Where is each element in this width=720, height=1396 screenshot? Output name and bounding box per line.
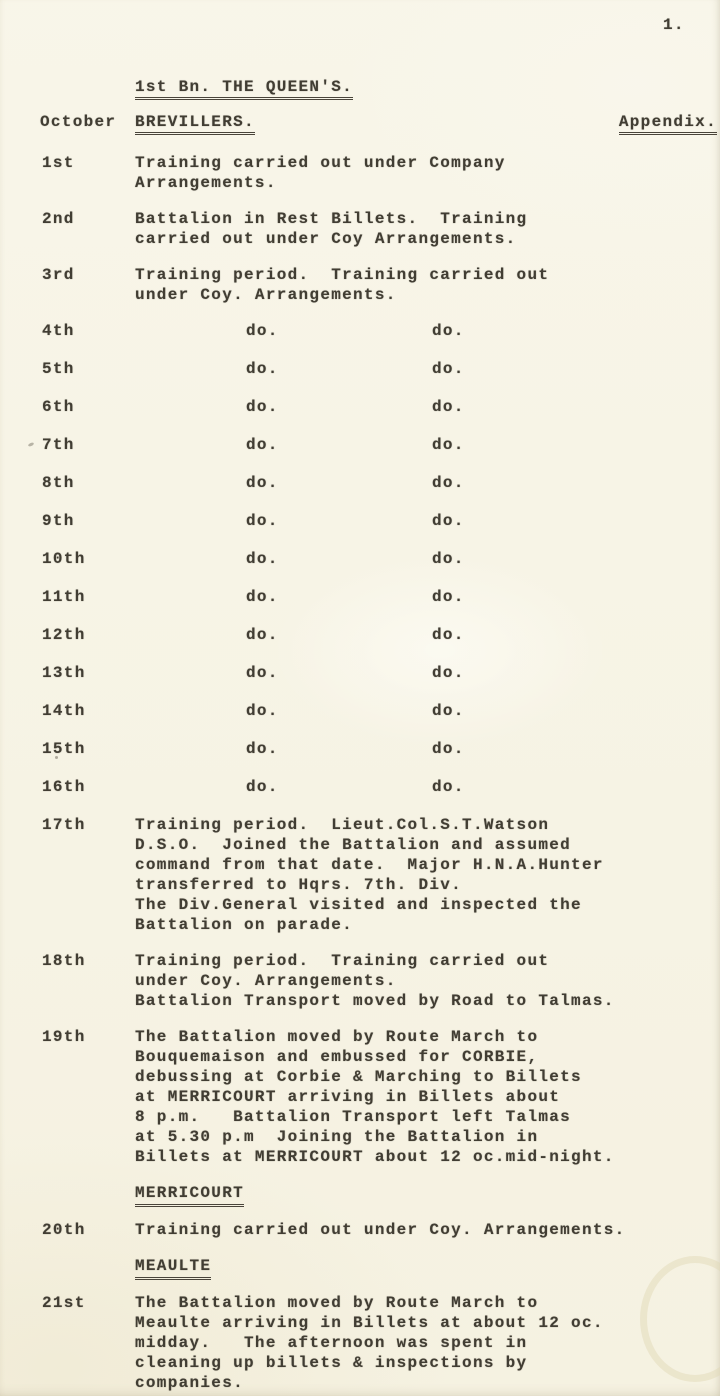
ditto-cell: do. xyxy=(432,588,465,606)
entry-line: companies. xyxy=(135,1374,245,1392)
header-row xyxy=(0,113,720,137)
day-label: 15th xyxy=(42,740,86,758)
entry-row xyxy=(0,549,720,569)
day-label: 21st xyxy=(42,1294,86,1312)
ditto-cell: do. xyxy=(432,664,465,682)
ditto-cell: do. xyxy=(246,740,279,758)
entry-line: Training period. Training carried out xyxy=(135,952,550,970)
entry-line: The Div.General visited and inspected the xyxy=(135,896,582,914)
day-label: 10th xyxy=(42,550,86,568)
entry-text xyxy=(135,1027,720,1167)
month-label: October xyxy=(40,113,117,131)
ditto-cell: do. xyxy=(432,436,465,454)
entry-line: command from that date. Major H.N.A.Hunter xyxy=(135,856,604,874)
ditto-cell: do. xyxy=(246,626,279,644)
entry-line: transferred to Hqrs. 7th. Div. xyxy=(135,876,463,894)
day-label: 18th xyxy=(42,952,86,970)
entry-line: carried out under Coy Arrangements. xyxy=(135,230,517,248)
entry-line: Bouquemaison and embussed for CORBIE, xyxy=(135,1048,539,1066)
entry-line: 8 p.m. Battalion Transport left Talmas xyxy=(135,1108,572,1126)
entry-row xyxy=(0,739,720,759)
entry-line: Billets at MERRICOURT about 12 oc.mid-night. xyxy=(135,1148,615,1166)
entry-row xyxy=(0,1220,720,1240)
entry-line: cleaning up billets & inspections by xyxy=(135,1354,528,1372)
entry-line: Battalion on parade. xyxy=(135,916,354,934)
day-label: 20th xyxy=(42,1221,86,1239)
entry-row xyxy=(0,265,720,305)
ditto-cell: do. xyxy=(432,474,465,492)
diary-entries xyxy=(0,153,720,1396)
entry-row xyxy=(0,701,720,721)
ditto-cell: do. xyxy=(432,360,465,378)
day-label: 13th xyxy=(42,664,86,682)
ditto-cell: do. xyxy=(432,398,465,416)
location-heading-wrap xyxy=(135,113,255,135)
entry-line: under Coy. Arrangements. xyxy=(135,286,397,304)
entry-line: Arrangements. xyxy=(135,174,277,192)
ditto-cell: do. xyxy=(432,512,465,530)
entry-text xyxy=(135,815,720,935)
day-label: 11th xyxy=(42,588,86,606)
ditto-cell: do. xyxy=(246,702,279,720)
entry-row xyxy=(0,587,720,607)
entry-text xyxy=(135,153,720,193)
entry-row xyxy=(0,815,720,935)
entry-row xyxy=(0,1027,720,1167)
ditto-cell: do. xyxy=(246,436,279,454)
entry-row xyxy=(0,397,720,417)
entry-line: midday. The afternoon was spent in xyxy=(135,1334,528,1352)
entry-line: under Coy. Arrangements. xyxy=(135,972,397,990)
day-label: 1st xyxy=(42,154,75,172)
day-label: 9th xyxy=(42,512,75,530)
day-label: 16th xyxy=(42,778,86,796)
entry-row xyxy=(0,663,720,683)
entry-row xyxy=(0,209,720,249)
entry-row xyxy=(0,473,720,493)
ditto-cell: do. xyxy=(246,360,279,378)
ditto-cell: do. xyxy=(246,588,279,606)
day-label: 8th xyxy=(42,474,75,492)
location-subheading-text: MEAULTE xyxy=(135,1256,211,1280)
page-title: 1st Bn. THE QUEEN'S. xyxy=(135,78,353,100)
day-label: 17th xyxy=(42,816,86,834)
entry-text xyxy=(135,209,720,249)
entry-row xyxy=(0,153,720,193)
ditto-cell: do. xyxy=(246,778,279,796)
entry-line: The Battalion moved by Route March to xyxy=(135,1028,539,1046)
location-heading: BREVILLERS. xyxy=(135,113,255,135)
entry-row xyxy=(0,359,720,379)
ditto-cell: do. xyxy=(246,664,279,682)
day-label: 3rd xyxy=(42,266,75,284)
entry-text xyxy=(135,951,720,1011)
ditto-cell: do. xyxy=(246,398,279,416)
entry-row xyxy=(0,951,720,1011)
entry-text xyxy=(135,265,720,305)
day-label: 4th xyxy=(42,322,75,340)
entry-line: The Battalion moved by Route March to xyxy=(135,1294,539,1312)
page-title-wrap xyxy=(135,78,353,100)
day-label: 2nd xyxy=(42,210,75,228)
entry-row xyxy=(0,625,720,645)
entry-row xyxy=(0,511,720,531)
entry-line: at MERRICOURT arriving in Billets about xyxy=(135,1088,561,1106)
ditto-cell: do. xyxy=(246,512,279,530)
entry-line: at 5.30 p.m Joining the Battalion in xyxy=(135,1128,539,1146)
entry-row xyxy=(0,435,720,455)
entry-line: Training period. Training carried out xyxy=(135,266,550,284)
day-label: 12th xyxy=(42,626,86,644)
location-subheading xyxy=(135,1183,720,1206)
entry-text xyxy=(135,1220,720,1240)
day-label: 5th xyxy=(42,360,75,378)
location-subheading xyxy=(135,1256,720,1279)
entry-line: Battalion Transport moved by Road to Talmas. xyxy=(135,992,615,1010)
day-label: 7th xyxy=(42,436,75,454)
appendix-label-wrap xyxy=(619,113,717,135)
entry-line: Training carried out under Company xyxy=(135,154,506,172)
ditto-cell: do. xyxy=(432,702,465,720)
entry-line: Meaulte arriving in Billets at about 12 oc. xyxy=(135,1314,604,1332)
ditto-cell: do. xyxy=(432,626,465,644)
ditto-cell: do. xyxy=(432,322,465,340)
entry-row xyxy=(0,777,720,797)
entry-line: Training period. Lieut.Col.S.T.Watson xyxy=(135,816,550,834)
ditto-cell: do. xyxy=(246,550,279,568)
entry-line: Battalion in Rest Billets. Training xyxy=(135,210,528,228)
day-label: 14th xyxy=(42,702,86,720)
ditto-cell: do. xyxy=(246,322,279,340)
page-number: 1. xyxy=(663,16,685,34)
entry-line: D.S.O. Joined the Battalion and assumed xyxy=(135,836,572,854)
ditto-cell: do. xyxy=(432,740,465,758)
entry-row xyxy=(0,321,720,341)
day-label: 6th xyxy=(42,398,75,416)
ditto-cell: do. xyxy=(246,474,279,492)
entry-line: debussing at Corbie & Marching to Billets xyxy=(135,1068,582,1086)
ditto-cell: do. xyxy=(432,778,465,796)
ditto-cell: do. xyxy=(432,550,465,568)
day-label: 19th xyxy=(42,1028,86,1046)
appendix-label: Appendix. xyxy=(619,113,717,135)
location-subheading-text: MERRICOURT xyxy=(135,1183,244,1207)
entry-text xyxy=(135,1293,720,1393)
entry-line: Training carried out under Coy. Arrangements. xyxy=(135,1221,626,1239)
entry-row xyxy=(0,1293,720,1393)
